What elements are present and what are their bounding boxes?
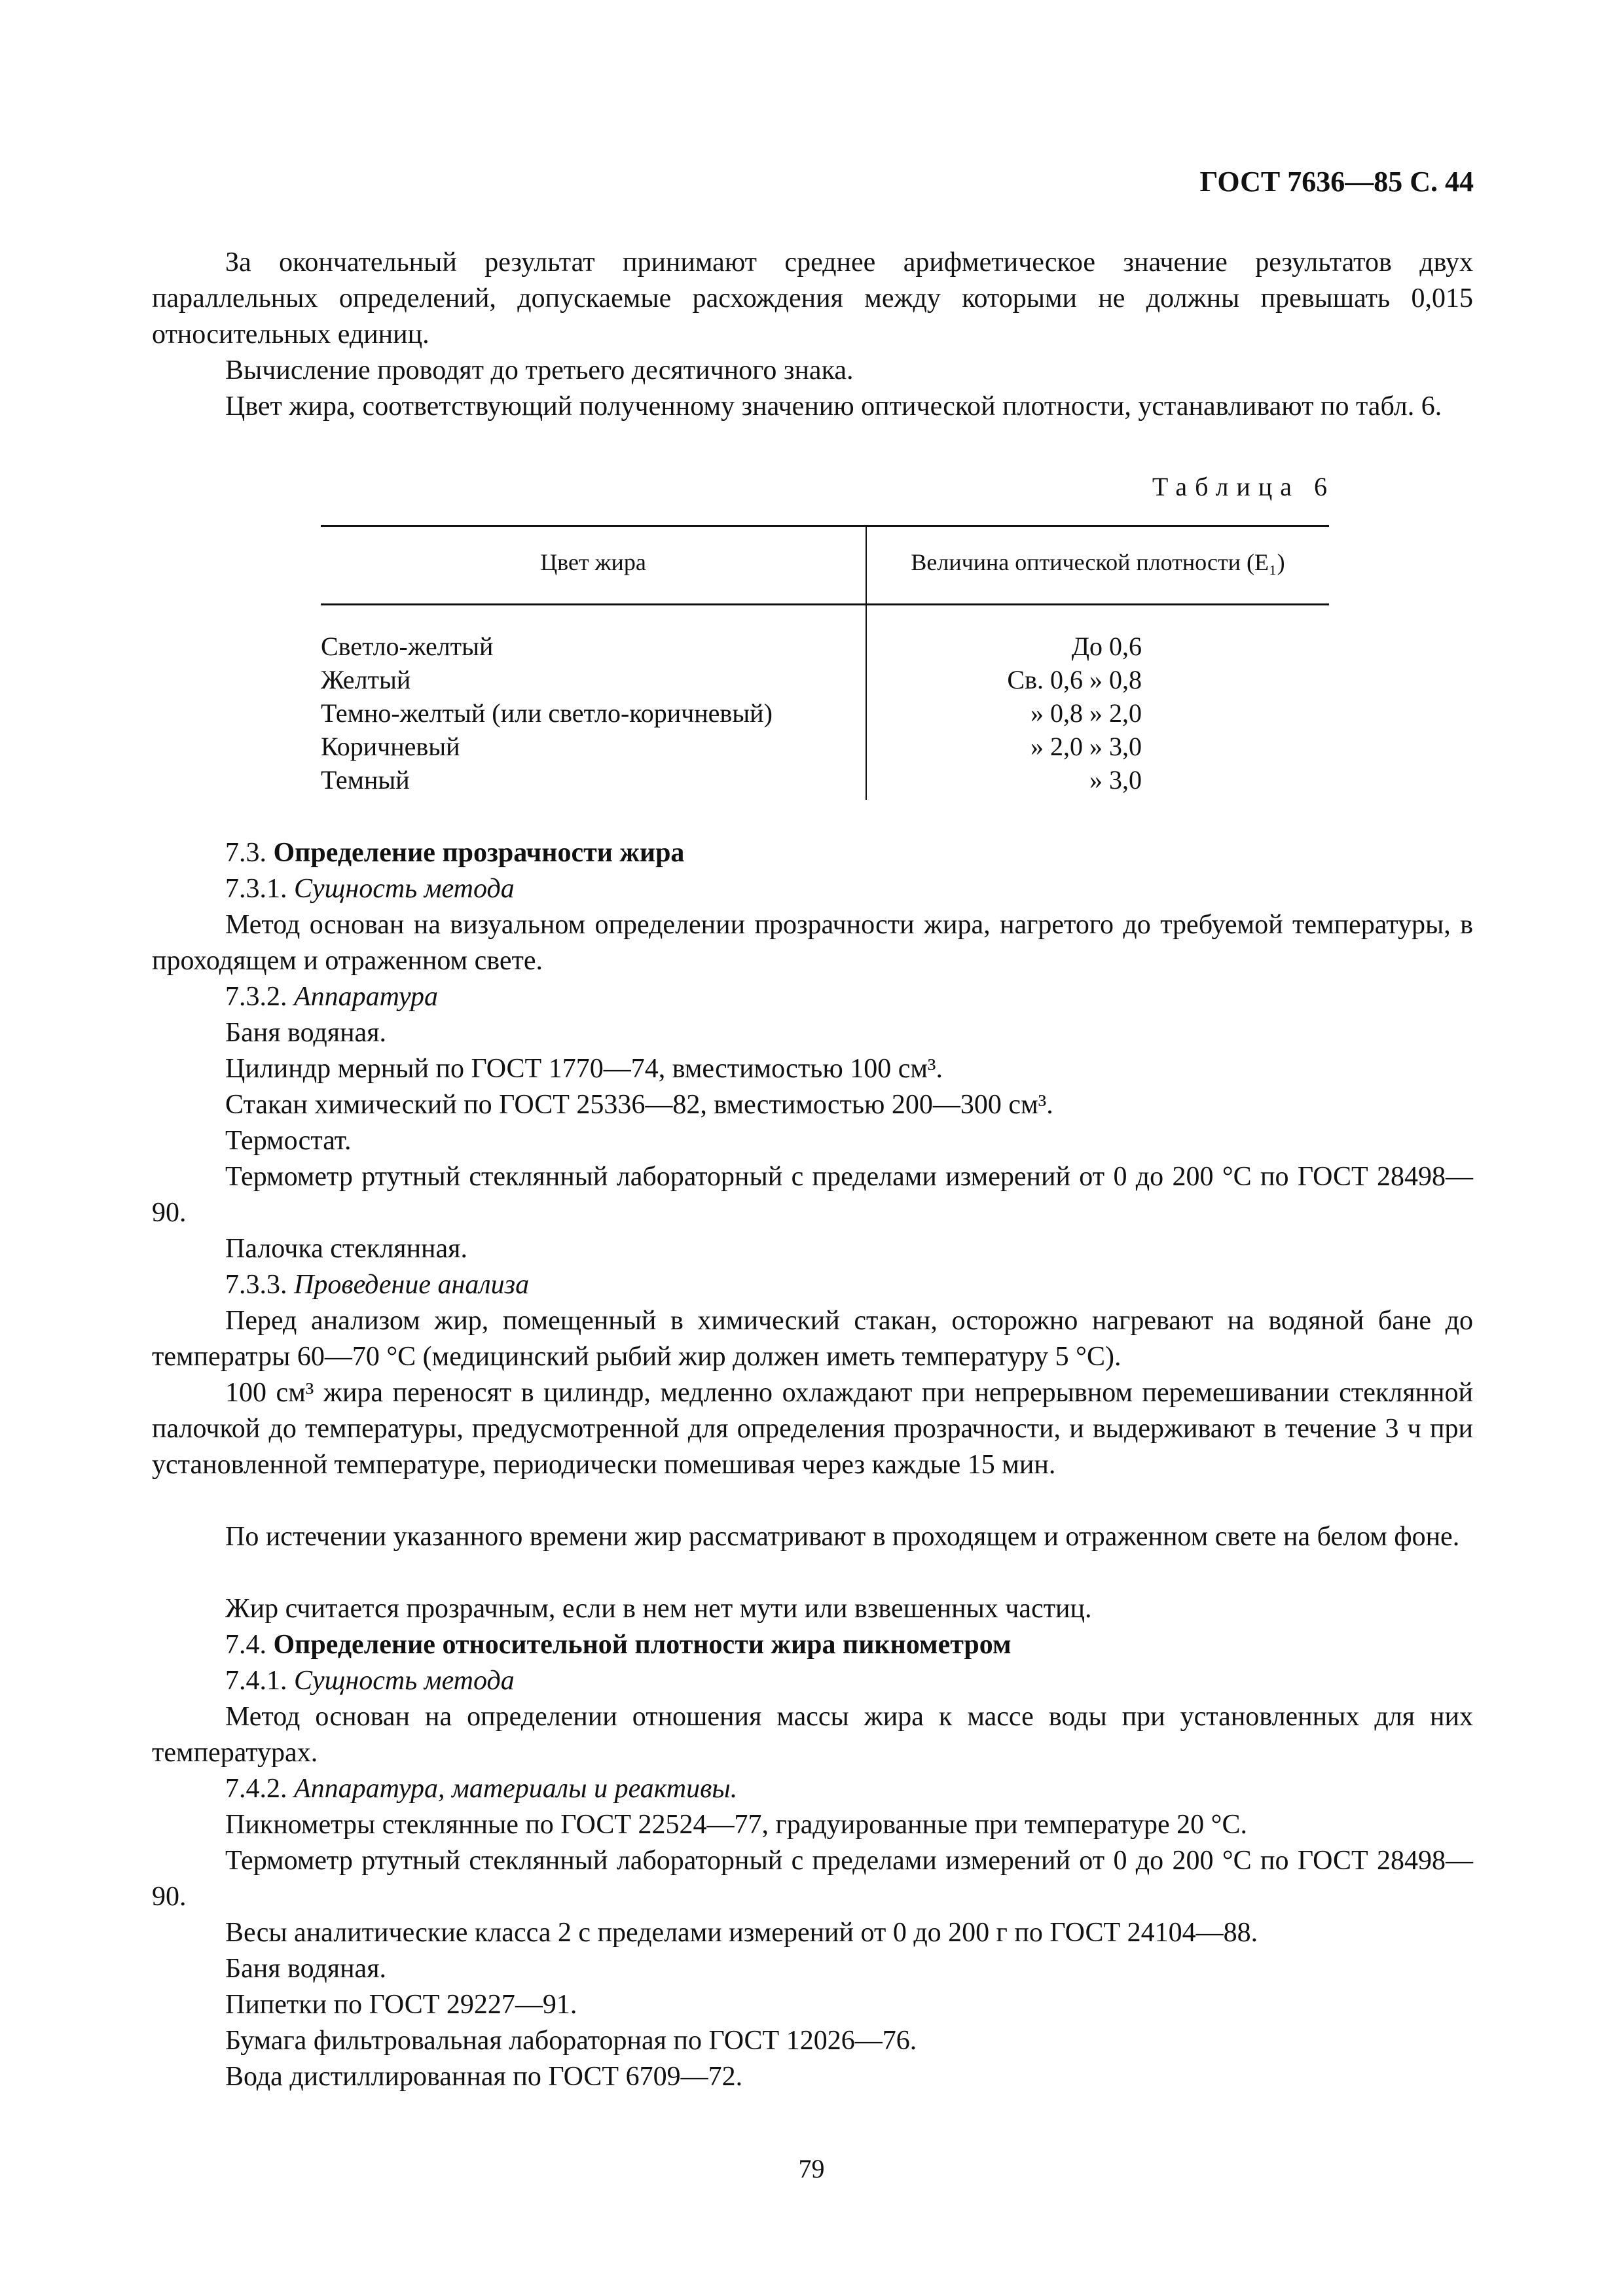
equipment-item: Баня водяная. [225,1018,387,1048]
materials-item: Термометр ртутный стеклянный лабораторный с пределами измерений от 0 до 200 °С по ГОСТ 28498—90. [152,1846,1473,1912]
section-title: Аппаратура, материалы и реактивы. [294,1774,738,1804]
table-header-density: Величина оптической плотности (E₁) [911,549,1285,575]
section-title: Аппаратура [294,982,439,1012]
section-title: Определение прозрачности жира [273,838,685,868]
table-color-column [321,630,773,797]
analysis-paragraph: Жир считается прозрачным, если в нем нет мути или взвешенных частиц. [225,1594,1092,1624]
section-7-4-1-heading [152,1663,1473,1699]
table-cell-color: Темный [321,765,410,795]
section-number: 7.3.1. [225,874,287,904]
table-top-rule [321,525,1329,527]
section-7-3-1-heading [152,871,1473,907]
section-7-3-2-heading [152,979,1473,1015]
section-7-4-heading [152,1627,1473,1663]
table-density-column [867,630,1142,797]
table-caption: Таблица 6 [1152,472,1335,501]
section-7-3-heading [152,835,1473,871]
materials-item: Весы аналитические класса 2 с пределами измерений от 0 до 200 г по ГОСТ 24104—88. [225,1918,1258,1948]
section-title: Сущность метода [294,1666,515,1696]
page-number: 79 [798,2154,825,2183]
section-title: Определение относительной плотности жира пикнометром [273,1630,1012,1660]
section-number: 7.4.1. [225,1666,287,1696]
materials-item: Баня водяная. [225,1954,387,1984]
materials-item: Пикнометры стеклянные по ГОСТ 22524—77, градуированные при температуре 20 °С. [225,1810,1247,1840]
section-7-3-1-text: Метод основан на визуальном определении прозрачности жира, нагретого до требуемой температуры, в проходящем и отраженном свете. [152,910,1473,976]
equipment-item: Стакан химический по ГОСТ 25336—82, вместимостью 200—300 см³. [225,1090,1053,1120]
intro-paragraph-1: За окончательный результат принимают среднее арифметическое значение результатов двух параллельных определений, допускаемые расхождения между которыми не должны превышать 0,015 относительных единиц. [152,247,1473,350]
table-cell-density: Св. 0,6 » 0,8 [1007,665,1142,694]
table-cell-density: » 3,0 [1089,765,1142,795]
table-header-color: Цвет жира [540,549,646,575]
table-header-rule [321,603,1329,605]
analysis-paragraph: По истечении указанного времени жир рассматривают в проходящем и отраженном свете на белом фоне. [225,1522,1460,1552]
equipment-item: Палочка стеклянная. [225,1234,467,1264]
table-cell-density: » 2,0 » 3,0 [1030,732,1142,761]
section-number: 7.3.3. [225,1270,287,1300]
section-7-4-2-heading [152,1771,1473,1807]
materials-item: Пипетки по ГОСТ 29227—91. [225,1990,577,2020]
section-number: 7.4. [225,1630,266,1660]
section-7-3-3-heading [152,1267,1473,1303]
table-cell-color: Светло-желтый [321,632,494,661]
table-cell-density: До 0,6 [1071,632,1142,661]
table-cell-color: Темно-желтый (или светло-коричневый) [321,698,773,728]
table-cell-color: Желтый [321,665,411,694]
table-cell-density: » 0,8 » 2,0 [1030,698,1142,728]
table-cell-color: Коричневый [321,732,460,761]
section-number: 7.4.2. [225,1774,287,1804]
section-7-4-1-text: Метод основан на определении отношения массы жира к массе воды при установленных для них температурах. [152,1702,1473,1768]
equipment-item: Цилиндр мерный по ГОСТ 1770—74, вместимостью 100 см³. [225,1054,943,1084]
materials-item: Бумага фильтровальная лабораторная по ГОСТ 12026—76. [225,2026,917,2056]
section-number: 7.3.2. [225,982,287,1012]
materials-item: Вода дистиллированная по ГОСТ 6709—72. [225,2062,743,2092]
section-number: 7.3. [225,838,266,868]
equipment-item: Термометр ртутный стеклянный лабораторный с пределами измерений от 0 до 200 °С по ГОСТ 28498—90. [152,1162,1473,1228]
section-title: Проведение анализа [294,1270,530,1300]
equipment-item: Термостат. [225,1126,352,1156]
analysis-paragraph: Перед анализом жир, помещенный в химический стакан, осторожно нагревают на водяной бане до температры 60—70 °С (медицинский рыбий жир должен иметь температуру 5 °С). [152,1306,1473,1372]
section-title: Сущность метода [294,874,515,904]
intro-paragraph-3: Цвет жира, соответствующий полученному значению оптической плотности, устанавливают по табл. 6. [225,391,1442,422]
intro-paragraph-2: Вычисление проводят до третьего десятичного знака. [225,355,854,386]
analysis-paragraph: 100 см³ жира переносят в цилиндр, медленно охлаждают при непрерывном перемешивании стеклянной палочкой до температуры, предусмотренной для определения прозрачности, и выдерживают в течение 3 ч при установленной температуре, периодически помешивая через каждые 15 мин. [152,1378,1473,1480]
page-header: ГОСТ 7636—85 С. 44 [1199,166,1474,198]
color-table [321,525,1329,800]
